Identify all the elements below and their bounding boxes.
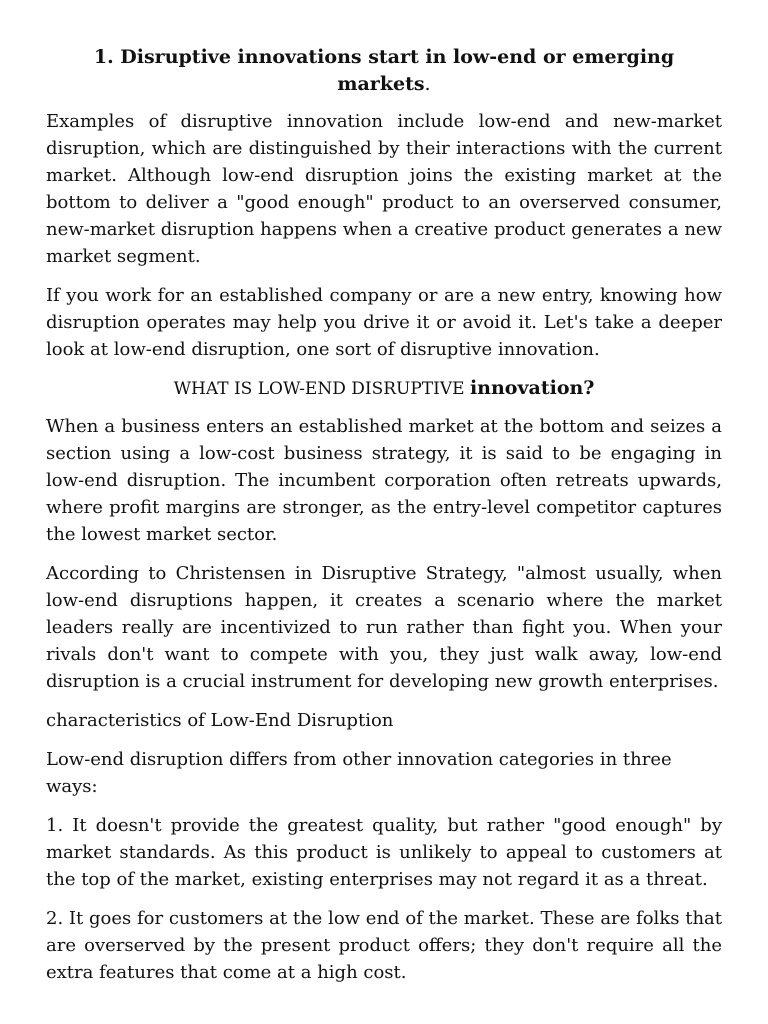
- paragraph-characteristics-label: characteristics of Low-End Disruption: [46, 710, 394, 731]
- subheading-caps: WHAT IS LOW-END DISRUPTIVE: [173, 379, 470, 399]
- paragraph-definition: When a business enters an established market at the bottom and seizes a section using a low-cost business strategy, it is said to be engaging in low-end disruption. The incumbent corporation often retreats upwards, where profit margins are stronger, as the entry-level competitor captures the lowest market sector.: [46, 416, 722, 545]
- subheading: [46, 375, 722, 403]
- list-item-1: 1. It doesn't provide the greatest quality, but rather "good enough" by market standards. As this product is unlikely to appeal to customers at the top of the market, existing enterprises may not regard it as a threat.: [46, 815, 722, 890]
- section-heading-period: .: [424, 73, 431, 95]
- paragraph-christensen-quote: According to Christensen in Disruptive Strategy, "almost usually, when low-end disruptions happen, it creates a scenario where the market leaders really are incentivized to run rather than fight you. When your rivals don't want to compete with you, they just walk away, low-end disruption is a crucial instrument for developing new growth enterprises.: [46, 563, 722, 692]
- section-heading-text: 1. Disruptive innovations start in low-end or emerging markets: [93, 46, 675, 95]
- paragraph-established-company: If you work for an established company or are a new entry, knowing how disruption operates may help you drive it or avoid it. Let's take a deeper look at low-end disruption, one sort of disruptive innovation.: [46, 285, 722, 360]
- subheading-word: innovation?: [469, 377, 595, 399]
- paragraph-three-ways: Low-end disruption differs from other innovation categories in three ways:: [46, 749, 672, 797]
- paragraph-examples: Examples of disruptive innovation include low-end and new-market disruption, which are distinguished by their interactions with the current market. Although low-end disruption joins the existing market at the bottom to deliver a "good enough" product to an overserved consumer, new-market disruption happens when a creative product generates a new market segment.: [46, 111, 722, 267]
- list-item-2: 2. It goes for customers at the low end of the market. These are folks that are overserved by the present product offers; they don't require all the extra features that come at a high cost.: [46, 908, 722, 983]
- section-heading: [86, 44, 682, 98]
